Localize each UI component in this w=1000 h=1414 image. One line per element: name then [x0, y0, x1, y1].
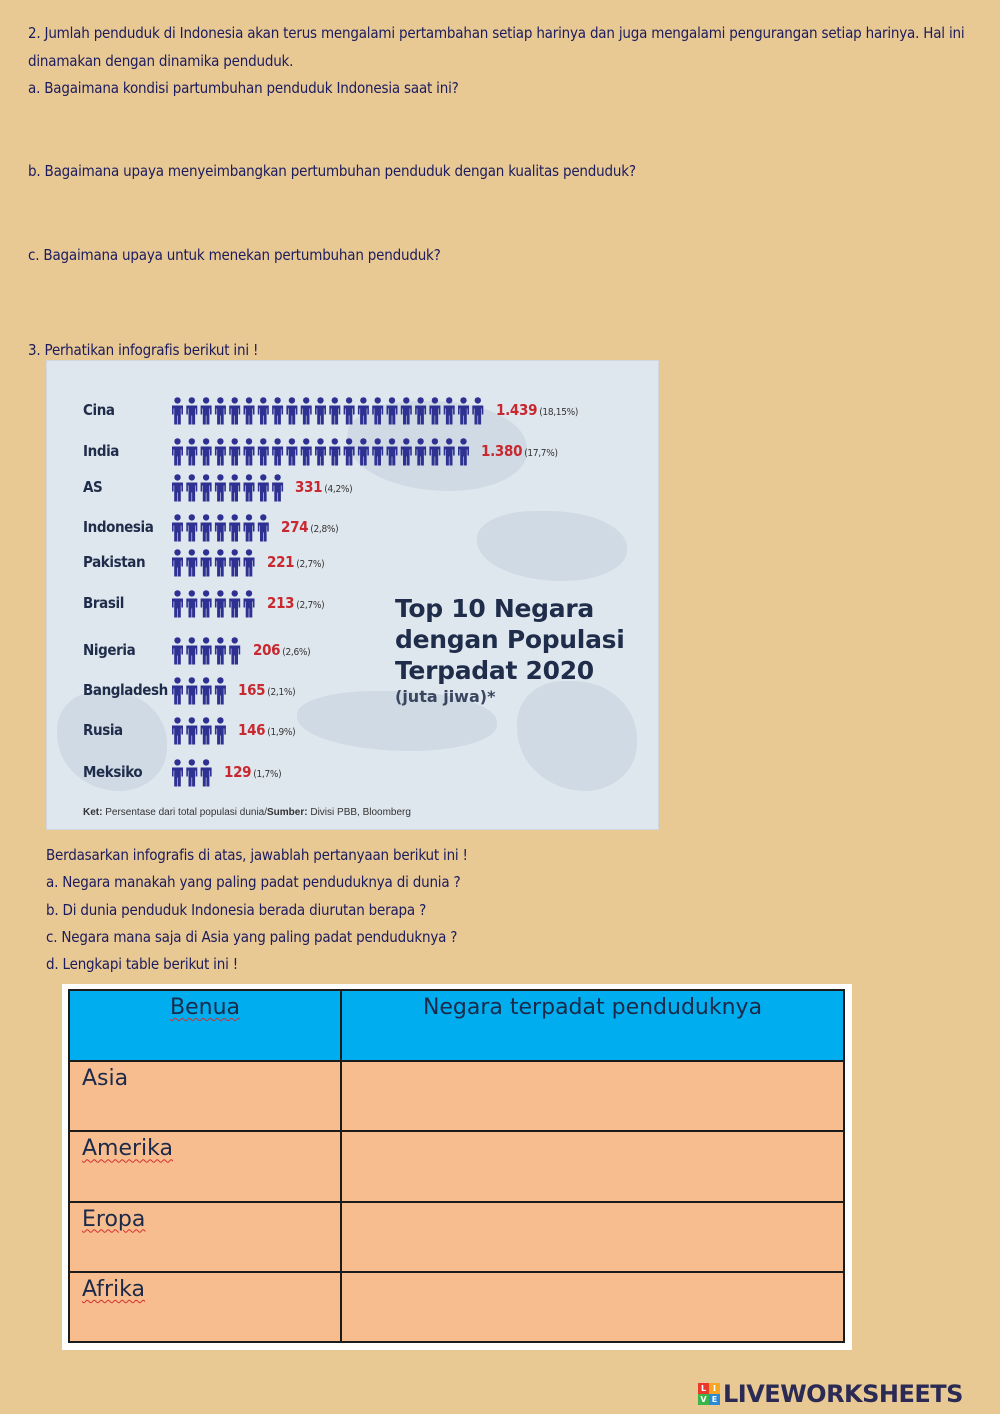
- question-3-intro: Berdasarkan infografis di atas, jawablah pertanyaan berikut ini !: [46, 846, 468, 864]
- country-label: Indonesia: [83, 518, 154, 536]
- cell-benua: [69, 1202, 341, 1272]
- population-percent: (18,15%): [539, 407, 579, 418]
- person-icon: [215, 474, 226, 501]
- infographic-row: [47, 436, 647, 468]
- person-icon: [172, 438, 183, 465]
- infographic-note: [83, 807, 411, 818]
- question-2-line-2: dinamakan dengan dinamika penduduk.: [28, 52, 294, 70]
- person-icon: [415, 397, 426, 424]
- cell-benua: [69, 1272, 341, 1342]
- person-icon: [186, 438, 197, 465]
- continent-label: Eropa: [82, 1206, 146, 1232]
- header-benua-label: Benua: [170, 995, 240, 1020]
- person-icons-svg: [171, 474, 285, 504]
- population-number: 221: [267, 553, 295, 571]
- person-icon: [201, 637, 212, 664]
- question-3b: b. Di dunia penduduk Indonesia berada diurutan berapa ?: [46, 901, 427, 919]
- person-icon: [186, 590, 197, 617]
- answer-cell[interactable]: [341, 1202, 844, 1272]
- question-3d: d. Lengkapi table berikut ini !: [46, 955, 238, 973]
- person-icon: [201, 474, 212, 501]
- continent-label: Afrika: [82, 1276, 146, 1302]
- liveworksheets-brand[interactable]: [698, 1380, 963, 1408]
- person-icon: [186, 549, 197, 576]
- person-icon: [358, 438, 369, 465]
- person-icon: [229, 397, 240, 424]
- population-number: 1.439: [496, 401, 538, 419]
- logo-letter: E: [709, 1394, 720, 1405]
- person-icon: [315, 438, 326, 465]
- population-number: 274: [281, 518, 309, 536]
- person-icon: [215, 549, 226, 576]
- population-number: 129: [224, 763, 252, 781]
- note-label: Ket:: [83, 807, 103, 818]
- population-value: [496, 401, 578, 419]
- person-icon: [372, 397, 383, 424]
- infographic-row: [47, 715, 647, 747]
- person-icon: [172, 759, 183, 786]
- person-icon: [387, 438, 398, 465]
- infographic-row: [47, 512, 647, 544]
- person-icons: [171, 717, 228, 745]
- person-icons-svg: [171, 717, 228, 747]
- person-icon: [244, 474, 255, 501]
- person-icon: [258, 438, 269, 465]
- population-number: 213: [267, 594, 295, 612]
- person-icon: [458, 397, 469, 424]
- person-icon: [215, 637, 226, 664]
- population-value: [267, 553, 324, 571]
- person-icon: [244, 514, 255, 541]
- person-icon: [472, 397, 483, 424]
- person-icon: [272, 397, 283, 424]
- person-icon: [172, 637, 183, 664]
- header-negara-label: Negara terpadat penduduknya: [422, 995, 763, 1020]
- answer-cell[interactable]: [341, 1272, 844, 1342]
- person-icon: [215, 677, 226, 704]
- person-icon: [401, 438, 412, 465]
- person-icon: [229, 590, 240, 617]
- person-icons-svg: [171, 637, 243, 667]
- question-3: 3. Perhatikan infografis berikut ini !: [28, 341, 259, 359]
- person-icons: [171, 759, 214, 787]
- question-2b: b. Bagaimana upaya menyeimbangkan pertumbuhan penduduk dengan kualitas penduduk?: [28, 162, 636, 180]
- person-icon: [244, 397, 255, 424]
- population-value: [238, 721, 295, 739]
- population-value: [295, 478, 352, 496]
- population-value: [238, 681, 295, 699]
- person-icon: [172, 677, 183, 704]
- infographic-title: [395, 593, 625, 686]
- person-icon: [215, 397, 226, 424]
- person-icon: [244, 438, 255, 465]
- person-icon: [186, 759, 197, 786]
- person-icon: [358, 397, 369, 424]
- person-icon: [344, 438, 355, 465]
- person-icon: [458, 438, 469, 465]
- population-value: [253, 641, 310, 659]
- country-label: Meksiko: [83, 763, 143, 781]
- country-label: Rusia: [83, 721, 123, 739]
- population-infographic: [46, 360, 659, 830]
- question-2c: c. Bagaimana upaya untuk menekan pertumbuhan penduduk?: [28, 246, 441, 264]
- answer-cell[interactable]: [341, 1061, 844, 1131]
- population-number: 331: [295, 478, 323, 496]
- population-percent: (2,1%): [267, 687, 296, 698]
- table-header-row: [69, 990, 844, 1061]
- infographic-row: [47, 395, 647, 427]
- person-icon: [172, 717, 183, 744]
- person-icon: [186, 677, 197, 704]
- country-label: Brasil: [83, 594, 124, 612]
- continent-label: Amerika: [82, 1136, 174, 1162]
- logo-letter: L: [698, 1383, 709, 1394]
- person-icon: [201, 759, 212, 786]
- person-icon: [272, 438, 283, 465]
- population-number: 146: [238, 721, 266, 739]
- person-icon: [215, 717, 226, 744]
- table-row: [69, 1272, 844, 1342]
- person-icon: [329, 397, 340, 424]
- person-icon: [172, 397, 183, 424]
- person-icon: [301, 397, 312, 424]
- answer-cell[interactable]: [341, 1131, 844, 1201]
- person-icons: [171, 474, 285, 502]
- person-icon: [172, 514, 183, 541]
- person-icons: [171, 397, 486, 425]
- person-icons: [171, 677, 228, 705]
- infographic-title-line: dengan Populasi: [395, 625, 625, 654]
- population-percent: (17,7%): [524, 448, 558, 459]
- person-icon: [229, 474, 240, 501]
- person-icon: [244, 590, 255, 617]
- answer-table: [68, 989, 845, 1343]
- population-percent: (2,8%): [310, 524, 339, 535]
- person-icon: [372, 438, 383, 465]
- person-icons: [171, 637, 243, 665]
- population-percent: (4,2%): [324, 484, 353, 495]
- country-label: India: [83, 442, 120, 460]
- logo-letter: V: [698, 1394, 709, 1405]
- population-value: [281, 518, 338, 536]
- person-icon: [172, 474, 183, 501]
- person-icon: [429, 438, 440, 465]
- question-2-line-1: 2. Jumlah penduduk di Indonesia akan terus mengalami pertambahan setiap harinya dan juga mengalami pengurangan setiap harinya. Hal ini: [28, 24, 965, 42]
- person-icons: [171, 514, 271, 542]
- person-icon: [315, 397, 326, 424]
- population-percent: (1,9%): [267, 727, 296, 738]
- person-icon: [301, 438, 312, 465]
- person-icon: [229, 637, 240, 664]
- person-icons-svg: [171, 677, 228, 707]
- person-icons: [171, 590, 257, 618]
- header-negara: [341, 990, 844, 1061]
- person-icon: [244, 549, 255, 576]
- brand-name: LIVEWORKSHEETS: [723, 1380, 963, 1408]
- person-icon: [172, 549, 183, 576]
- person-icons-svg: [171, 590, 257, 620]
- person-icon: [201, 717, 212, 744]
- table-row: [69, 1202, 844, 1272]
- person-icon: [258, 514, 269, 541]
- country-label: Nigeria: [83, 641, 136, 659]
- person-icon: [186, 514, 197, 541]
- infographic-title-line: Terpadat 2020: [395, 656, 594, 685]
- question-3c: c. Negara mana saja di Asia yang paling padat penduduknya ?: [46, 928, 458, 946]
- person-icon: [401, 397, 412, 424]
- person-icon: [201, 549, 212, 576]
- country-label: Cina: [83, 401, 115, 419]
- infographic-title-line: Top 10 Negara: [395, 594, 594, 623]
- person-icon: [286, 397, 297, 424]
- population-percent: (1,7%): [253, 769, 282, 780]
- person-icon: [258, 474, 269, 501]
- cell-benua: [69, 1061, 341, 1131]
- person-icon: [444, 438, 455, 465]
- country-label: Pakistan: [83, 553, 146, 571]
- person-icon: [344, 397, 355, 424]
- infographic-row: [47, 757, 647, 789]
- person-icon: [415, 438, 426, 465]
- person-icon: [329, 438, 340, 465]
- person-icon: [186, 637, 197, 664]
- source-label: Sumber:: [267, 807, 308, 818]
- population-number: 165: [238, 681, 266, 699]
- liveworksheets-logo-icon: [698, 1383, 720, 1405]
- question-3a: a. Negara manakah yang paling padat penduduknya di dunia ?: [46, 873, 461, 891]
- population-value: [224, 763, 281, 781]
- person-icon: [201, 514, 212, 541]
- person-icon: [229, 549, 240, 576]
- person-icon: [272, 474, 283, 501]
- person-icon: [201, 397, 212, 424]
- person-icons-svg: [171, 397, 486, 427]
- person-icons: [171, 549, 257, 577]
- person-icon: [258, 397, 269, 424]
- infographic-subtitle: (juta jiwa)*: [395, 687, 496, 706]
- person-icon: [444, 397, 455, 424]
- population-percent: (2,7%): [296, 600, 325, 611]
- person-icon: [186, 474, 197, 501]
- table-row: [69, 1131, 844, 1201]
- person-icon: [186, 397, 197, 424]
- person-icon: [229, 438, 240, 465]
- person-icon: [229, 514, 240, 541]
- person-icons-svg: [171, 514, 271, 544]
- continent-label: Asia: [82, 1066, 129, 1091]
- infographic-row: [47, 472, 647, 504]
- population-value: [267, 594, 324, 612]
- person-icon: [215, 590, 226, 617]
- person-icons-svg: [171, 549, 257, 579]
- person-icon: [172, 590, 183, 617]
- person-icons-svg: [171, 759, 214, 789]
- person-icon: [186, 717, 197, 744]
- country-label: AS: [83, 478, 103, 496]
- question-2a: a. Bagaimana kondisi partumbuhan penduduk Indonesia saat ini?: [28, 79, 459, 97]
- person-icon: [387, 397, 398, 424]
- person-icon: [201, 677, 212, 704]
- person-icons: [171, 438, 471, 466]
- answer-table-container: [62, 984, 852, 1350]
- population-percent: (2,6%): [282, 647, 311, 658]
- note-text: Persentase dari total populasi dunia/: [102, 807, 268, 818]
- population-number: 206: [253, 641, 281, 659]
- infographic-row: [47, 547, 647, 579]
- person-icon: [201, 438, 212, 465]
- person-icon: [215, 514, 226, 541]
- country-label: Bangladesh: [83, 681, 168, 699]
- source-text: Divisi PBB, Bloomberg: [307, 807, 411, 818]
- person-icon: [286, 438, 297, 465]
- table-row: [69, 1061, 844, 1131]
- population-percent: (2,7%): [296, 559, 325, 570]
- cell-benua: [69, 1131, 341, 1201]
- person-icon: [201, 590, 212, 617]
- person-icon: [429, 397, 440, 424]
- person-icon: [215, 438, 226, 465]
- population-value: [481, 442, 558, 460]
- header-benua: [69, 990, 341, 1061]
- population-number: 1.380: [481, 442, 523, 460]
- person-icons-svg: [171, 438, 471, 468]
- logo-letter: I: [709, 1383, 720, 1394]
